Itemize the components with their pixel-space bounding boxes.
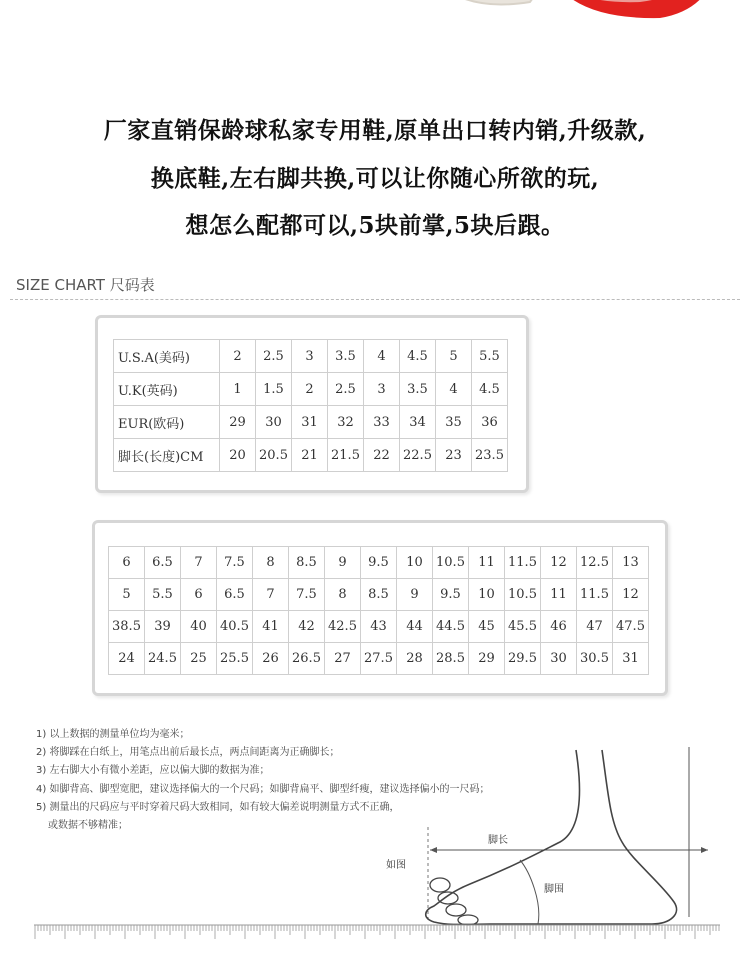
- size-row: [109, 579, 649, 611]
- size-cell: 47: [577, 611, 613, 643]
- size-cell: 20: [220, 439, 256, 472]
- size-cell: 7: [253, 579, 289, 611]
- size-cell: 3: [364, 373, 400, 406]
- size-cell: 39: [145, 611, 181, 643]
- size-row: [114, 439, 508, 472]
- size-row-header: EUR(欧码): [114, 406, 220, 439]
- size-cell: 23: [436, 439, 472, 472]
- note-2: 2) 将脚踩在白纸上，用笔点出前后最长点，两点间距离为正确脚长；: [36, 747, 340, 759]
- note-5: 5) 测量出的尺码应与平时穿着尺码大致相同，如有较大偏差说明测量方式不正确，: [36, 801, 400, 813]
- size-row: [109, 547, 649, 579]
- size-table-2: [108, 546, 649, 675]
- foot-outline: [426, 750, 677, 925]
- size-cell: 43: [361, 611, 397, 643]
- size-cell: 10.5: [505, 579, 541, 611]
- size-cell: 7: [181, 547, 217, 579]
- size-row: [109, 643, 649, 675]
- size-cell: 29: [469, 643, 505, 675]
- size-cell: 23.5: [472, 439, 508, 472]
- size-cell: 1.5: [256, 373, 292, 406]
- toe-3: [446, 904, 466, 916]
- size-cell: 6: [181, 579, 217, 611]
- size-cell: 4: [364, 340, 400, 373]
- size-cell: 1: [220, 373, 256, 406]
- toe-2: [438, 892, 458, 904]
- shoe-image: [410, 0, 740, 50]
- headline-line-1: 厂家直销保龄球私家专用鞋,原单出口转内销,升级款,: [103, 117, 647, 144]
- size-cell: 40.5: [217, 611, 253, 643]
- size-cell: 8: [253, 547, 289, 579]
- arrow-right-head: [701, 847, 708, 853]
- size-cell: 25: [181, 643, 217, 675]
- size-cell: 28: [397, 643, 433, 675]
- size-cell: 25.5: [217, 643, 253, 675]
- size-cell: 2: [292, 373, 328, 406]
- size-cell: 28.5: [433, 643, 469, 675]
- size-cell: 6.5: [217, 579, 253, 611]
- foot-measurement-diagram: [370, 742, 730, 927]
- size-cell: 4.5: [400, 340, 436, 373]
- size-cell: 12: [541, 547, 577, 579]
- size-row-header: 脚长(长度)CM: [114, 439, 220, 472]
- size-cell: 9: [397, 579, 433, 611]
- size-cell: 6.5: [145, 547, 181, 579]
- section-divider: [10, 299, 740, 300]
- size-cell: 8.5: [289, 547, 325, 579]
- size-cell: 3.5: [400, 373, 436, 406]
- size-cell: 36: [472, 406, 508, 439]
- girth-curve: [520, 860, 539, 924]
- size-cell: 35: [436, 406, 472, 439]
- size-cell: 30: [256, 406, 292, 439]
- size-chart-title: SIZE CHART 尺码表: [16, 276, 155, 294]
- size-cell: 8: [325, 579, 361, 611]
- size-cell: 2: [220, 340, 256, 373]
- size-cell: 21: [292, 439, 328, 472]
- size-cell: 9.5: [433, 579, 469, 611]
- size-cell: 27.5: [361, 643, 397, 675]
- headline-line-3: 想怎么配都可以,5块前掌,5块后跟。: [185, 212, 565, 239]
- size-row: [114, 373, 508, 406]
- headline-line-2: 换底鞋,左右脚共换,可以让你随心所欲的玩,: [150, 165, 600, 192]
- size-cell: 46: [541, 611, 577, 643]
- size-cell: 20.5: [256, 439, 292, 472]
- size-cell: 2.5: [328, 373, 364, 406]
- size-cell: 3: [292, 340, 328, 373]
- size-cell: 41: [253, 611, 289, 643]
- size-cell: 11: [541, 579, 577, 611]
- size-cell: 30.5: [577, 643, 613, 675]
- size-cell: 4.5: [472, 373, 508, 406]
- size-cell: 5.5: [472, 340, 508, 373]
- size-cell: 5.5: [145, 579, 181, 611]
- size-cell: 42: [289, 611, 325, 643]
- size-cell: 11: [469, 547, 505, 579]
- size-cell: 6: [109, 547, 145, 579]
- note-6: 或数据不够精准；: [48, 820, 128, 832]
- size-cell: 26: [253, 643, 289, 675]
- size-row: [114, 406, 508, 439]
- toe-1: [430, 878, 450, 892]
- size-cell: 3.5: [328, 340, 364, 373]
- size-cell: 13: [613, 547, 649, 579]
- size-row: [109, 611, 649, 643]
- size-cell: 11.5: [577, 579, 613, 611]
- size-cell: 26.5: [289, 643, 325, 675]
- size-cell: 10: [397, 547, 433, 579]
- size-cell: 44.5: [433, 611, 469, 643]
- size-cell: 10.5: [433, 547, 469, 579]
- size-row-header: U.K(英码): [114, 373, 220, 406]
- size-cell: 31: [613, 643, 649, 675]
- size-cell: 42.5: [325, 611, 361, 643]
- size-table-1: [113, 339, 508, 472]
- size-cell: 10: [469, 579, 505, 611]
- size-cell: 4: [436, 373, 472, 406]
- size-cell: 27: [325, 643, 361, 675]
- size-cell: 24.5: [145, 643, 181, 675]
- size-cell: 40: [181, 611, 217, 643]
- size-cell: 2.5: [256, 340, 292, 373]
- size-cell: 47.5: [613, 611, 649, 643]
- size-cell: 22.5: [400, 439, 436, 472]
- size-cell: 12: [613, 579, 649, 611]
- length-label: 脚长: [488, 835, 508, 846]
- size-row: [114, 340, 508, 373]
- note-3: 3) 左右脚大小有微小差距，应以偏大脚的数据为准；: [36, 765, 270, 777]
- note-4: 4) 如脚背高、脚型宽肥，建议选择偏大的一个尺码；如脚背扁平、脚型纤瘦，建议选择偏小的一尺码；: [36, 783, 490, 795]
- size-cell: 30: [541, 643, 577, 675]
- size-cell: 9: [325, 547, 361, 579]
- size-cell: 31: [292, 406, 328, 439]
- size-cell: 44: [397, 611, 433, 643]
- size-cell: 22: [364, 439, 400, 472]
- size-cell: 5: [436, 340, 472, 373]
- size-cell: 45.5: [505, 611, 541, 643]
- size-cell: 29.5: [505, 643, 541, 675]
- size-cell: 33: [364, 406, 400, 439]
- arrow-left-head: [430, 847, 437, 853]
- example-label: 如图: [386, 860, 406, 871]
- size-cell: 12.5: [577, 547, 613, 579]
- size-cell: 45: [469, 611, 505, 643]
- size-cell: 11.5: [505, 547, 541, 579]
- size-cell: 9.5: [361, 547, 397, 579]
- size-cell: 7.5: [289, 579, 325, 611]
- size-cell: 24: [109, 643, 145, 675]
- size-cell: 21.5: [328, 439, 364, 472]
- note-1: 1) 以上数据的测量单位均为毫米；: [36, 729, 190, 740]
- size-row-header: U.S.A(美码): [114, 340, 220, 373]
- ruler: [34, 924, 720, 940]
- girth-label: 脚围: [544, 884, 564, 895]
- size-cell: 38.5: [109, 611, 145, 643]
- size-cell: 7.5: [217, 547, 253, 579]
- size-cell: 5: [109, 579, 145, 611]
- size-cell: 32: [328, 406, 364, 439]
- size-cell: 34: [400, 406, 436, 439]
- size-cell: 29: [220, 406, 256, 439]
- size-cell: 8.5: [361, 579, 397, 611]
